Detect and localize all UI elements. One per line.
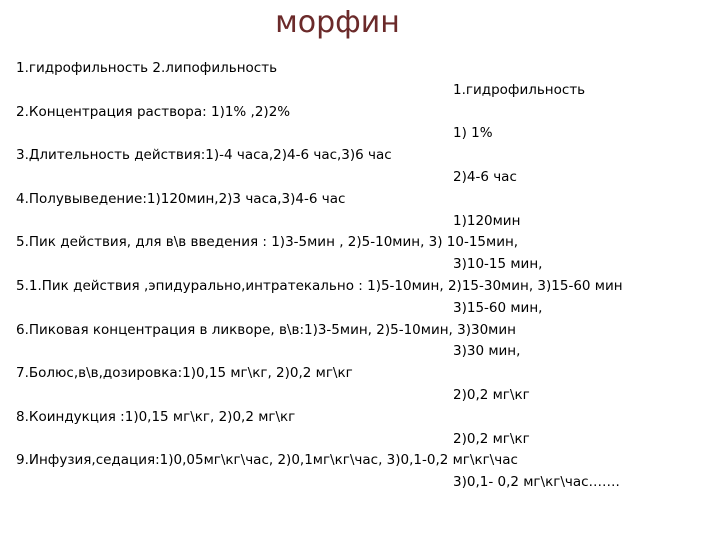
answer-line: 1) 1% xyxy=(453,125,493,142)
answer-line: 3)0,1- 0,2 мг\кг\час……. xyxy=(453,474,620,491)
answer-line: 3)30 мин, xyxy=(453,343,521,360)
answer-line: 2)0,2 мг\кг xyxy=(453,386,530,403)
question-line: 3.Длительность действия:1)-4 часа,2)4-6 час,3)6 час xyxy=(16,147,392,164)
answer-line: 3)15-60 мин, xyxy=(453,299,543,316)
question-line: 2.Концентрация раствора: 1)1% ,2)2% xyxy=(16,103,291,120)
question-line: 4.Полувыведение:1)120мин,2)3 часа,3)4-6 час xyxy=(16,190,346,207)
answer-line: 1)120мин xyxy=(453,212,521,229)
answer-line: 3)10-15 мин, xyxy=(453,256,543,273)
quiz-content xyxy=(16,58,712,494)
question-line: 7.Болюс,в\в,дозировка:1)0,15 мг\кг, 2)0,2 мг\кг xyxy=(16,365,353,382)
slide-title: морфин xyxy=(275,5,400,40)
answer-line: 2)4-6 час xyxy=(453,168,517,185)
answer-line: 2)0,2 мг\кг xyxy=(453,430,530,447)
question-line: 9.Инфузия,седация:1)0,05мг\кг\час, 2)0,1мг\кг\час, 3)0,1-0,2 мг\кг\час xyxy=(16,452,518,469)
question-line: 5.Пик действия, для в\в введения : 1)3-5мин , 2)5-10мин, 3) 10-15мин, xyxy=(16,234,519,251)
question-line: 1.гидрофильность 2.липофильность xyxy=(16,60,278,76)
question-line: 5.1.Пик действия ,эпидурально,интратекально : 1)5-10мин, 2)15-30мин, 3)15-60 мин xyxy=(16,277,623,294)
answer-line: 1.гидрофильность xyxy=(453,81,586,98)
question-line: 8.Коиндукция :1)0,15 мг\кг, 2)0,2 мг\кг xyxy=(16,408,296,425)
question-line: 6.Пиковая концентрация в ликворе, в\в:1)3-5мин, 2)5-10мин, 3)30мин xyxy=(16,321,516,338)
